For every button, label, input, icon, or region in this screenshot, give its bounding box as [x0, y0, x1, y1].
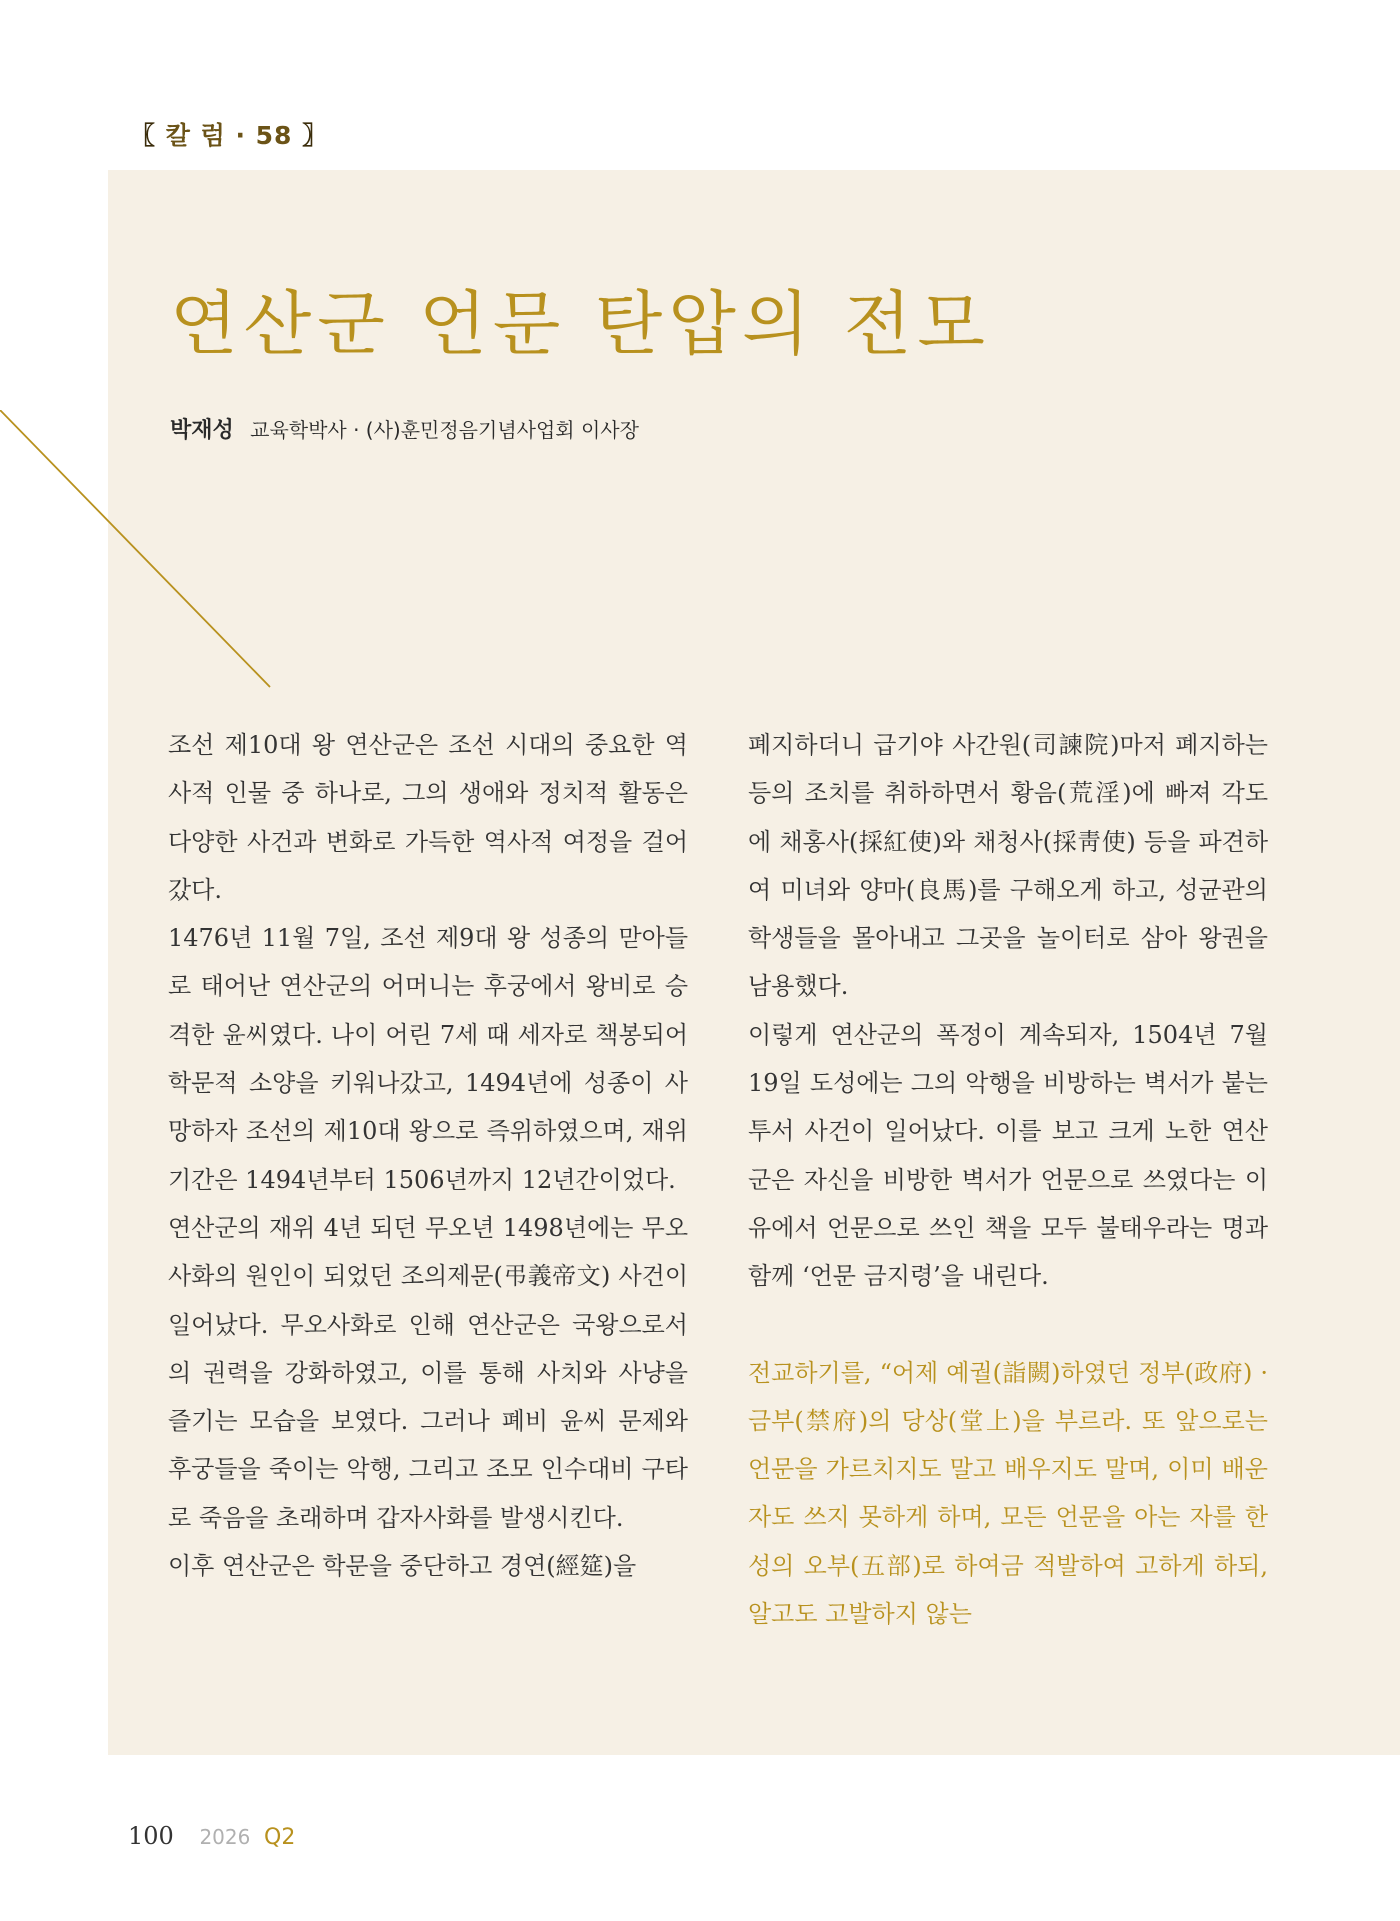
body-column-right [748, 721, 1268, 1638]
issue-year: 2026 [199, 1825, 251, 1849]
author-title: 교육학박사 · (사)훈민정음기념사업회 이사장 [250, 418, 639, 442]
body-column-left [168, 721, 688, 1590]
issue-quarter: Q2 [264, 1825, 296, 1850]
body-paragraph: 폐지하더니 급기야 사간원(司諫院)마저 폐지하는 등의 조치를 취하하면서 황음(荒淫)에 빠져 각도에 채홍사(採紅使)와 채청사(採靑使) 등을 파견하여 미녀와 양마(良馬)를 구해오게 하고, 성균관의 학생들을 몰아내고 그곳을 놀이터로 삼아 왕권을 남용했다. [748, 731, 1268, 1001]
historical-quote: 전교하기를, “어제 예궐(詣闕)하였던 정부(政府) · 금부(禁府)의 당상(堂上)을 부르라. 또 앞으로는 언문을 가르치지도 말고 배우지도 말며, 이미 배운 자도 쓰지 못하게 하며, 모든 언문을 아는 자를 한성의 오부(五部)로 하여금 적발하여 고하게 하되, 알고도 고발하지 않는 [748, 1358, 1268, 1629]
decorative-diagonal-line [0, 410, 290, 700]
body-paragraph: 조선 제10대 왕 연산군은 조선 시대의 중요한 역사적 인물 중 하나로, 그의 생애와 정치적 활동은 다양한 사건과 변화로 가득한 역사적 여정을 걸어갔다. [168, 731, 688, 904]
body-paragraph: 연산군의 재위 4년 되던 무오년 1498년에는 무오사화의 원인이 되었던 조의제문(弔義帝文) 사건이 일어났다. 무오사화로 인해 연산군은 국왕으로서의 권력을 강화하였고, 이를 통해 사치와 사냥을 즐기는 모습을 보였다. 그러나 폐비 윤씨 문제와 후궁들을 죽이는 악행, 그리고 조모 인수대비 구타로 죽음을 초래하며 갑자사화를 발생시킨다. [168, 1213, 688, 1532]
body-paragraph: 이후 연산군은 학문을 중단하고 경연(經筵)을 [168, 1552, 637, 1581]
page-footer [128, 1822, 295, 1850]
article-title: 연산군 언문 탄압의 전모 [170, 283, 991, 365]
bracket-close: 〗 [302, 121, 329, 150]
bracket-open: 〖 [130, 121, 157, 150]
page-number: 100 [128, 1822, 174, 1850]
author-name: 박재성 [170, 418, 234, 443]
body-paragraph: 이렇게 연산군의 폭정이 계속되자, 1504년 7월 19일 도성에는 그의 악행을 비방하는 벽서가 붙는 투서 사건이 일어났다. 이를 보고 크게 노한 연산군은 자신을 비방한 벽서가 언문으로 쓰였다는 이유에서 언문으로 쓰인 책을 모두 불태우라는 명과 함께 ‘언문 금지령’을 내린다. [748, 1020, 1268, 1291]
column-label [130, 116, 328, 152]
body-paragraph: 1476년 11월 7일, 조선 제9대 왕 성종의 맏아들로 태어난 연산군의 어머니는 후궁에서 왕비로 승격한 윤씨였다. 나이 어린 7세 때 세자로 책봉되어 학문적 소양을 키워나갔고, 1494년에 성종이 사망하자 조선의 제10대 왕으로 즉위하였으며, 재위 기간은 1494년부터 1506년까지 12년간이었다. [168, 924, 688, 1194]
column-series-label: 칼 럼 · 58 [165, 121, 293, 150]
